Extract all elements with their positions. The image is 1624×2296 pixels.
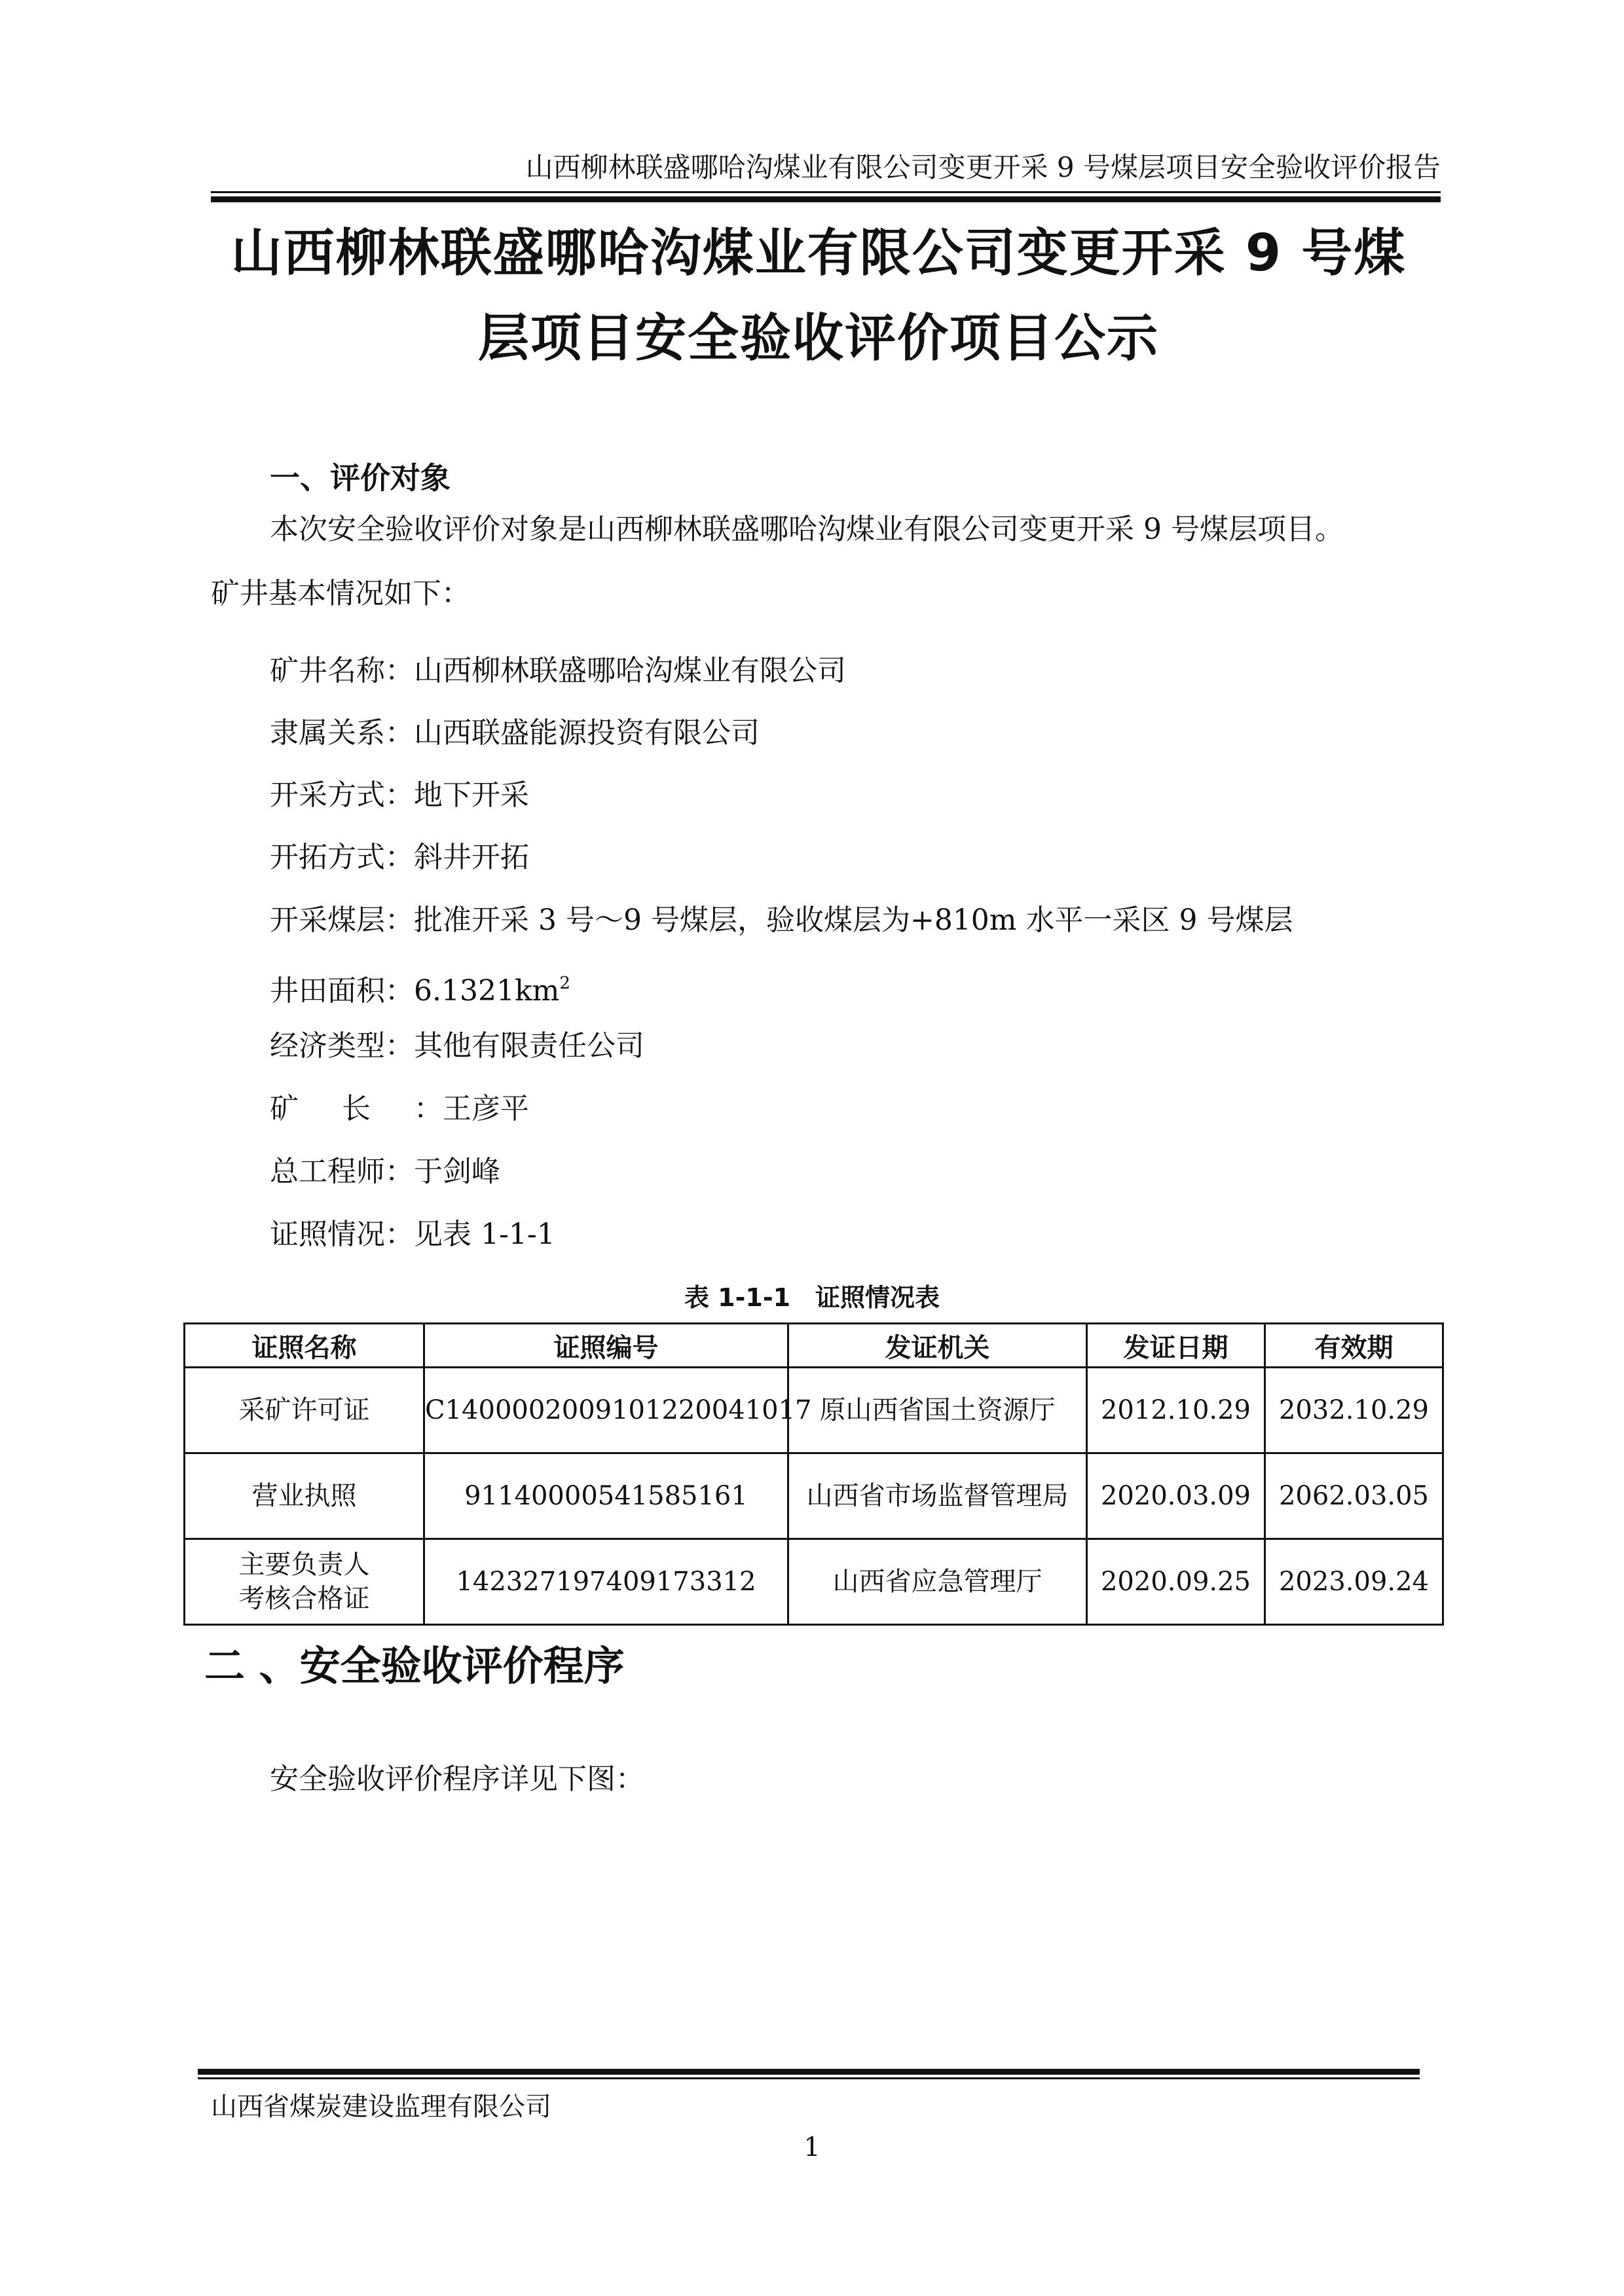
section-2-text: 安全验收评价程序详见下图：: [270, 1762, 644, 1796]
info-value: 其他有限责任公司: [414, 1029, 644, 1063]
cert-name: 采矿许可证: [185, 1368, 424, 1453]
info-value: 地下开采: [414, 778, 529, 812]
cert-issuer: 原山西省国土资源厅: [788, 1368, 1087, 1453]
info-label: 开采方式：: [270, 778, 414, 812]
cert-valid-until: 2023.09.24: [1265, 1539, 1443, 1625]
header-rule-thin: [211, 191, 1441, 193]
cert-issue-date: 2012.10.29: [1087, 1368, 1265, 1453]
info-label: 开拓方式：: [270, 841, 414, 874]
info-label: 隶属关系：: [270, 716, 414, 750]
cert-issuer: 山西省应急管理厅: [788, 1539, 1087, 1625]
info-item-development-method: [270, 838, 529, 877]
column-header: 证照名称: [185, 1324, 424, 1368]
column-header: 有效期: [1265, 1324, 1443, 1368]
section-1-intro: [211, 498, 1442, 626]
footer-rule-thick: [198, 2069, 1420, 2075]
info-value: 于剑峰: [414, 1155, 500, 1188]
info-label: 矿长：: [270, 1092, 443, 1125]
column-header: 发证机关: [788, 1324, 1087, 1368]
cert-name: 营业执照: [185, 1453, 424, 1539]
certificates-table: [183, 1322, 1444, 1626]
document-title-line-2: 层项目安全验收评价项目公示: [477, 309, 1159, 368]
info-item-mine-name: [270, 651, 846, 691]
info-label: 证照情况：: [270, 1218, 414, 1251]
column-header: 证照编号: [424, 1324, 788, 1368]
table-row: [185, 1453, 1443, 1539]
document-title: [196, 211, 1441, 381]
info-item-mine-director: [270, 1089, 529, 1129]
info-value: 山西联盛能源投资有限公司: [414, 716, 760, 750]
footer-organization: 山西省煤炭建设监理有限公司: [211, 2092, 551, 2122]
page-number: 1: [803, 2132, 821, 2162]
info-item-field-area: [270, 964, 570, 1011]
info-value: 见表 1-1-1: [414, 1218, 555, 1251]
header-rule-thick: [211, 196, 1441, 202]
area-unit-superscript: 2: [559, 974, 570, 993]
info-item-chief-engineer: [270, 1152, 500, 1192]
cert-number: C1400002009101220041017: [424, 1368, 788, 1453]
info-label: 经济类型：: [270, 1029, 414, 1063]
info-value: 斜井开拓: [414, 841, 529, 874]
info-value: 山西柳林联盛哪哈沟煤业有限公司: [414, 654, 846, 687]
cert-name-cell: [185, 1539, 424, 1625]
section-2-heading: 二 、安全验收评价程序: [204, 1642, 625, 1690]
section-1-heading: 一、评价对象: [270, 460, 451, 496]
cert-name: 主要负责人: [238, 1550, 370, 1580]
footer-rule-thin: [198, 2077, 1420, 2079]
table-row: [185, 1368, 1443, 1453]
cert-name-line-2: 考核合格证: [238, 1584, 370, 1614]
table-row: [185, 1539, 1443, 1625]
info-item-affiliation: [270, 714, 760, 753]
table-caption: 表 1-1-1 证照情况表: [684, 1283, 940, 1312]
intro-line-2: 矿井基本情况如下：: [211, 577, 470, 610]
intro-line-1: 本次安全验收评价对象是山西柳林联盛哪哈沟煤业有限公司变更开采 9 号煤层项目。: [270, 513, 1344, 546]
info-value: 6.1321km: [414, 974, 560, 1008]
info-item-mining-method: [270, 776, 529, 815]
document-title-line-1: 山西柳林联盛哪哈沟煤业有限公司变更开采 9 号煤: [231, 224, 1407, 283]
running-header: 山西柳林联盛哪哈沟煤业有限公司变更开采 9 号煤层项目安全验收评价报告: [525, 151, 1441, 183]
cert-issue-date: 2020.03.09: [1087, 1453, 1265, 1539]
info-item-certificates: [270, 1215, 555, 1254]
cert-issuer: 山西省市场监督管理局: [788, 1453, 1087, 1539]
info-label: 井田面积：: [270, 974, 414, 1008]
info-item-coal-seams: [270, 901, 1293, 940]
cert-number: 142327197409173312: [424, 1539, 788, 1625]
info-value: 批准开采 3 号～9 号煤层，验收煤层为+810m 水平一采区 9 号煤层: [414, 903, 1293, 937]
cert-valid-until: 2062.03.05: [1265, 1453, 1443, 1539]
info-label: 总工程师：: [270, 1155, 414, 1188]
info-label: 开采煤层：: [270, 903, 414, 937]
info-label: 矿井名称：: [270, 654, 414, 687]
info-value: 王彦平: [443, 1092, 529, 1125]
column-header: 发证日期: [1087, 1324, 1265, 1368]
table-header-row: [185, 1324, 1443, 1368]
cert-number: 91140000541585161: [424, 1453, 788, 1539]
cert-valid-until: 2032.10.29: [1265, 1368, 1443, 1453]
info-item-economic-type: [270, 1027, 644, 1066]
cert-issue-date: 2020.09.25: [1087, 1539, 1265, 1625]
